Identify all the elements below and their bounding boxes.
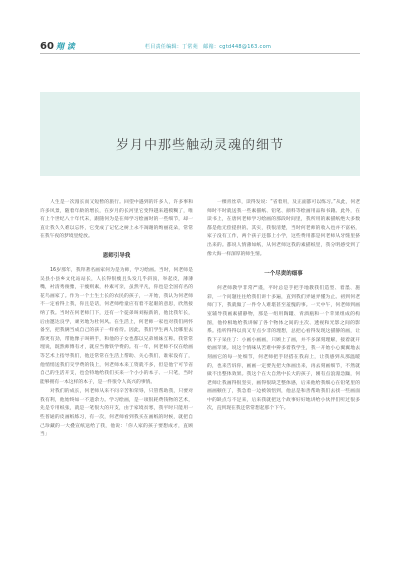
- article-title: 岁月中那些触动灵魂的细节: [115, 138, 284, 153]
- section-name: 翔 读: [56, 42, 75, 51]
- section2-paragraph-1: 何老师教学非常严谨，平时总是手把手地教我们造型、着墨、施彩，一个问题往往给我们讲十多遍，直到我们弄通弄懂为止。初到何老师门下，我就做了一件令人难堪甚至羞愧的事。一天中午，何老师到画室辅导我画素描静物，那是一组用陶罐、青酒瓶和一个苹果组成的构图，他拎相地给我讲解了各个物体之间的主次、透视和光影之间的影系。指听得得以真又专点少非的理想，总把心看得发现这描静的画，让我下子呆住了：小画小画画，只顾上了画，并不多深刻理解，接着就开始画苹果。说这个情味从苦难中辨多着我学生，我一开始小心翼翼地去刻画它的每一处细节，何老师把手轻搭在我肩上，让我感到从那温暖的，也来告诉你，画画一定要先把大体画出来，再去刻画细节，不然就做不出整体效果。我这个在大自然中长大的孩子，刚有点浪漫急躁，何老师让我画得很坚实，画得很缺乏整体感，后来他给我细心在铅笔里的画画顿住了，我急着一边被领悟到，他总是和善帮助我们去找一些画面中的缺点与不足来，后来我就把这个故事好好地讲给小伙伴们听过很多次，直到现在我还常常想起那个下午。: [207, 286, 360, 412]
- right-column: [207, 199, 360, 415]
- editor-contact: 栏目责任编辑：丁常苑 邮箱：cgtd448@163.com: [145, 44, 272, 50]
- left-column: [40, 199, 193, 441]
- intro-paragraph: 人生是一次漫长而又短暂的旅行。回望中遇到的许多人，许多事和许多风景，随着年龄的增长，在岁月的长河里它变得越来越模糊了，唯有上个世纪八十年代末，跟随何为是在师学习绘画时的一些细节，却一直让我久久难以忘怀，它变成了记忆之树上永不凋谢的绚丽花朵，常常在我午夜的梦境里绽放。: [40, 200, 193, 240]
- continued-paragraph: 一棵青丝草，读得发说：“省着用，及正面都可以练习。”从此，何老师时不时就送我一些素描纸、铅笔、颜料等绘画用品和书籍。此外，在读书上，在唐何老师学习绘画的那段时间里，我所用的素描纸绝大多数都是他无偿提供的。其实，我很清楚，当时何老师的收入也并不富裕，家子没有工作，两个孩子还都上小学，这些费用都是何老师从牙缝里挤出来的。都说人情薄如纸，从何老师这我的素描纸里，我分明感受到了像大海一样深厚的师生情。: [207, 200, 360, 257]
- section1-heading: 恩师引导我: [102, 252, 131, 259]
- page-header: [0, 0, 400, 60]
- section1-paragraph-1: 16岁那年，我拜著名画家何为是为师，学习绘画。当时，何老师是吴县小县乡文化站站长，人长得很瘦且头发几乎斜顶，举起皮，薄薄嘴，衬清秀俊雅，干瘦则素，朴素可亲，虽然平凡，你也是全国有名的花鸟画家了。作为一个土生土长的农民的孩子，一开始，我认为何老师不一定看得上我，你且是话，何老师给童应有着不起眼的意思，欣然接纳了我。当时在何老师门下，还有一个徒弟叫刘振新的，他比我年长，后由邀达良学，顽劣地为杜何风。在生活上，何老师一家也对我们两怀备至，把我俩当成自己的孩子一样看待。因此，我们学生两人比哪里去都更有劲，带他像子叫辨手，和他的子女也都以兄弟姐妹互称。我常常埋说，既然师傅有才，就应当像铁学费的。有一年，何老师不仅在绘画等艺术上指导我们，他还常常在生活上帮助、关心我们，谁家没有了，他悄悄送我们交学费的钱上，何老师本来工资就不多，但是他宁可节省自己的生活开支，也会特地给我们买来一个小小的本子、一只笔，当时能够拥有一本这样的本子，是一件很令人高兴的事情。: [40, 267, 193, 385]
- section1-paragraph-2: 对我们的成长，何老师从来不问辛苦和荣辱，只管帮助我，只要对我有利，他始终如一不遗余力。学习绘画，是一项很耗费钱物的艺术，先是专用纸张，就是一笔很大的开支，由于家境贫寒，我平时只能用一些普通的皮画纸练习，有一次，何老师看到我买在画纸的时候，就把自己珍藏的一大叠宣纸送给了我，他说：「你人家的孩子要想成才，直顾当」: [40, 389, 193, 438]
- header-divider: [40, 53, 360, 54]
- section2-heading: 一个尽责的细事: [264, 271, 303, 278]
- page-number: 60: [40, 41, 54, 52]
